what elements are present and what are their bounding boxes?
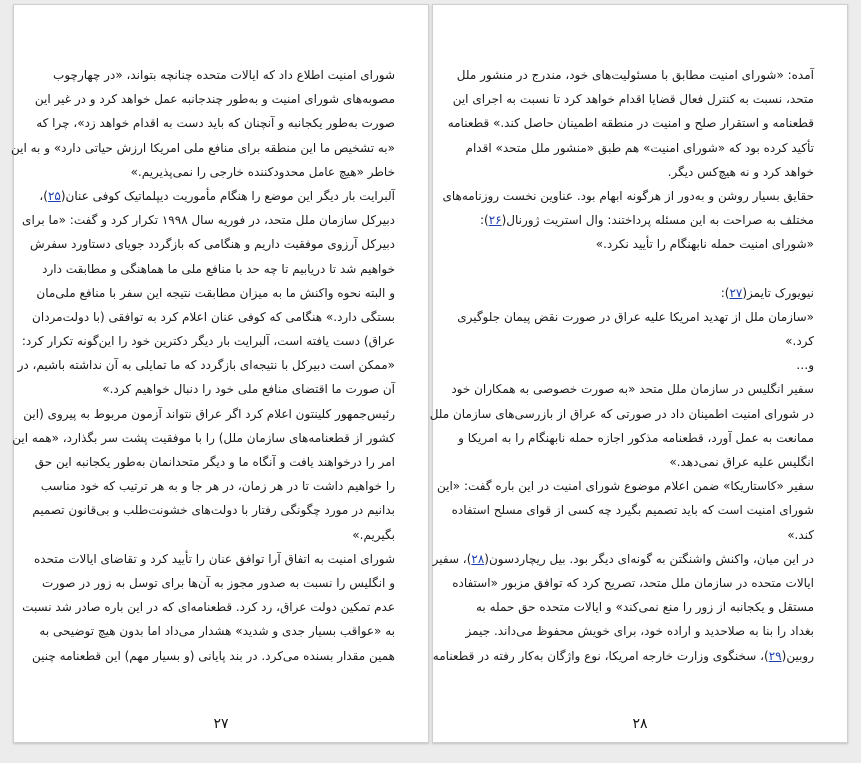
text-line: عراق) دست یافته است، آلبرایت بار دیگر دکترین خود را این‌گونه تکرار کرد: xyxy=(21,334,395,349)
text-line: خواهیم شد تا دریابیم تا چه حد با منافع ملی ما هماهنگی و مطابقت دارد xyxy=(42,261,395,276)
text-line: همین مقدار بسنده می‌کرد. در بند پایانی (و بسیار مهم) این قطعنامه چنین xyxy=(32,648,395,663)
text-line: «به تشخیص ما این منطقه برای منافع ملی امریکا ارزش حیاتی دارد» و به این xyxy=(11,140,395,155)
text-line: نیویورک تایمز(۲۷): xyxy=(720,285,814,300)
text-line: مستقل و یکجانبه از زور را منع نمی‌کند» و ایالات متحده حق حمله به xyxy=(476,600,814,615)
page-number: ۲۸ xyxy=(632,716,648,732)
text-line: و البته نحوه واکنش ما به میزان مطابقت نتیجه این سفر با منافع ملی‌مان xyxy=(36,285,395,300)
text-line: بگیریم.» xyxy=(352,527,395,542)
footnote-reference-link[interactable]: ۲۷ xyxy=(729,285,743,300)
footnote-reference-link[interactable]: ۲۹ xyxy=(768,648,782,663)
text-line: رئیس‌جمهور کلینتون اعلام کرد اگر عراق نتواند آزمون مربوط به پیروی (این xyxy=(23,406,395,421)
text-line: قطعنامه و استقرار صلح و امنیت در منطقه اطمینان حاصل کند.» قطعنامه xyxy=(447,116,814,131)
text-line: و انگلیس را نسبت به صدور مجوز به آن‌ها برای توسل به زور در صورت xyxy=(41,575,395,590)
text-line: سفیر انگلیس در سازمان ملل متحد «به صورت خصوصی به همکاران خود xyxy=(451,382,814,397)
text-line: انگلیس علیه عراق نمی‌دهد.» xyxy=(669,455,814,469)
text-line: آن صورت ما اقتضای منافع ملی خود را دنبال خواهیم کرد.» xyxy=(102,382,395,397)
text-line: ممانعت به عمل آورد، قطعنامه مذکور اجازه حمله نابهنگام را به امریکا و xyxy=(458,430,814,445)
text-line: کند.» xyxy=(787,527,814,542)
text-line: کشور از قطعنامه‌های سازمان ملل) را با موفقیت پشت سر بگذارد، «همه این xyxy=(12,430,395,445)
text-line: حقایق بسیار روشن و به‌دور از هرگونه ابهام بود. عناوین نخست روزنامه‌های xyxy=(442,188,814,203)
text-line: بستگی دارد.» هنگامی که کوفی عنان اعلام کرد به توافقی (با دولت‌مردان xyxy=(32,309,395,324)
text-line: روبین(۲۹)، سخنگوی وزارت خارجه امریکا، نوع واژگان به‌کار رفته در قطعنامه xyxy=(432,648,814,663)
page-number: ۲۷ xyxy=(213,716,229,732)
text-line: سفیر «کاستاریکا» ضمن اعلام موضوع شورای امنیت در این باره گفت: «این xyxy=(437,479,814,494)
page-body-text xyxy=(429,63,814,668)
text-line: «سازمان ملل از تهدید امریکا علیه عراق در صورت نقض پیمان جلوگیری xyxy=(457,309,814,324)
text-line: در این میان، واکنش واشنگتن به گونه‌ای دیگر بود. بیل ریچاردسون(۲۸)، سفیر xyxy=(432,551,814,566)
text-line: مختلف به صراحت به این مسئله پرداختند: وال استریت ژورنال(۲۶): xyxy=(479,213,814,228)
text-line: آلبرایت بار دیگر این موضع را هنگام مأموریت دیپلماتیک کوفی عنان(۲۵)، xyxy=(39,188,395,203)
text-line: شورای امنیت اطلاع داد که ایالات متحده چنانچه بتواند، «در چهارچوب xyxy=(53,68,395,82)
page-body-text xyxy=(11,63,395,668)
page-27 xyxy=(13,4,429,743)
text-line: دبیرکل سازمان ملل متحد، در فوریه سال ۱۹۹۸ تکرار کرد و گفت: «ما برای xyxy=(22,213,395,228)
footnote-reference-link[interactable]: ۲۶ xyxy=(488,213,502,228)
text-line: بغداد را بنا به صلاحدید و اراده خود، برای خویش محفوظ می‌داند. جیمز xyxy=(465,624,814,639)
text-line: و… xyxy=(796,358,814,373)
text-line: امر را درخواهند یافت و آنگاه ما و دیگر متحدانمان به‌طور یکجانبه این حق xyxy=(34,455,395,469)
text-line: خواهد کرد و نه هیچ‌کس دیگر. xyxy=(667,164,814,179)
text-line: دبیرکل آرزوی موفقیت داریم و هنگامی که بازگردد جویای دستاورد سفرش xyxy=(29,237,395,252)
text-line: «ممکن است دبیرکل با نتیجه‌ای بازگردد که ما تمایلی به آن نداشته باشیم، در xyxy=(17,358,395,373)
text-line: شورای امنیت است که باید تصمیم بگیرد چه کسی از قوای مسلح استفاده xyxy=(451,503,814,518)
text-line: خاطر «هیچ عامل محدودکننده خارجی را نمی‌پذیریم.» xyxy=(130,164,395,179)
text-line: شورای امنیت به اتفاق آرا توافق عنان را تأیید کرد و تقاضای ایالات متحده xyxy=(34,551,395,566)
text-line: آمده: «شورای امنیت مطابق با مسئولیت‌های خود، مندرج در منشور ملل xyxy=(456,68,814,82)
text-line: «شورای امنیت حمله نابهنگام را تأیید نکرد.» xyxy=(595,237,814,252)
text-line: در شورای امنیت اطمینان داد در صورتی که عراق از بازرسی‌های سازمان ملل xyxy=(429,406,814,421)
footnote-reference-link[interactable]: ۲۸ xyxy=(471,551,485,566)
text-line: به «عواقب بسیار جدی و شدید» هشدار می‌داد اما بدون هیچ توضیحی به xyxy=(39,624,395,639)
text-line: کرد.» xyxy=(785,334,814,349)
text-line: تأکید کرده بود که «شورای امنیت» هم طبق «منشور ملل متحد» اقدام xyxy=(465,140,814,155)
text-line: ایالات متحده در سازمان ملل متحد، تصریح کرد که توافق مزبور «استفاده xyxy=(452,575,814,590)
page-28 xyxy=(429,4,848,743)
text-line: عدم تمکین دولت عراق، رد کرد. قطعنامه‌ای که در این باره صادر شد نسبت xyxy=(22,600,395,615)
text-line: بدانیم در مورد چگونگی رفتار با دولت‌های خشونت‌طلب و بی‌قانون تصمیم xyxy=(32,503,395,518)
text-line: را خواهیم داشت تا در هر زمان، در هر جا و به هر ترتیب که خود مناسب xyxy=(40,479,395,494)
text-line: مصوبه‌های شورای امنیت و به‌طور چندجانبه عمل خواهد کرد و در غیر این xyxy=(34,92,395,107)
footnote-reference-link[interactable]: ۲۵ xyxy=(47,188,61,203)
text-line: صورت به‌طور یکجانبه و آنچنان که باید دست به اقدام خواهد زد»، چرا که xyxy=(36,116,395,131)
text-line xyxy=(467,257,814,281)
text-line: متحد، نسبت به کنترل فعال قضایا اقدام خواهد کرد تا نسبت به اجرای این xyxy=(452,92,814,107)
